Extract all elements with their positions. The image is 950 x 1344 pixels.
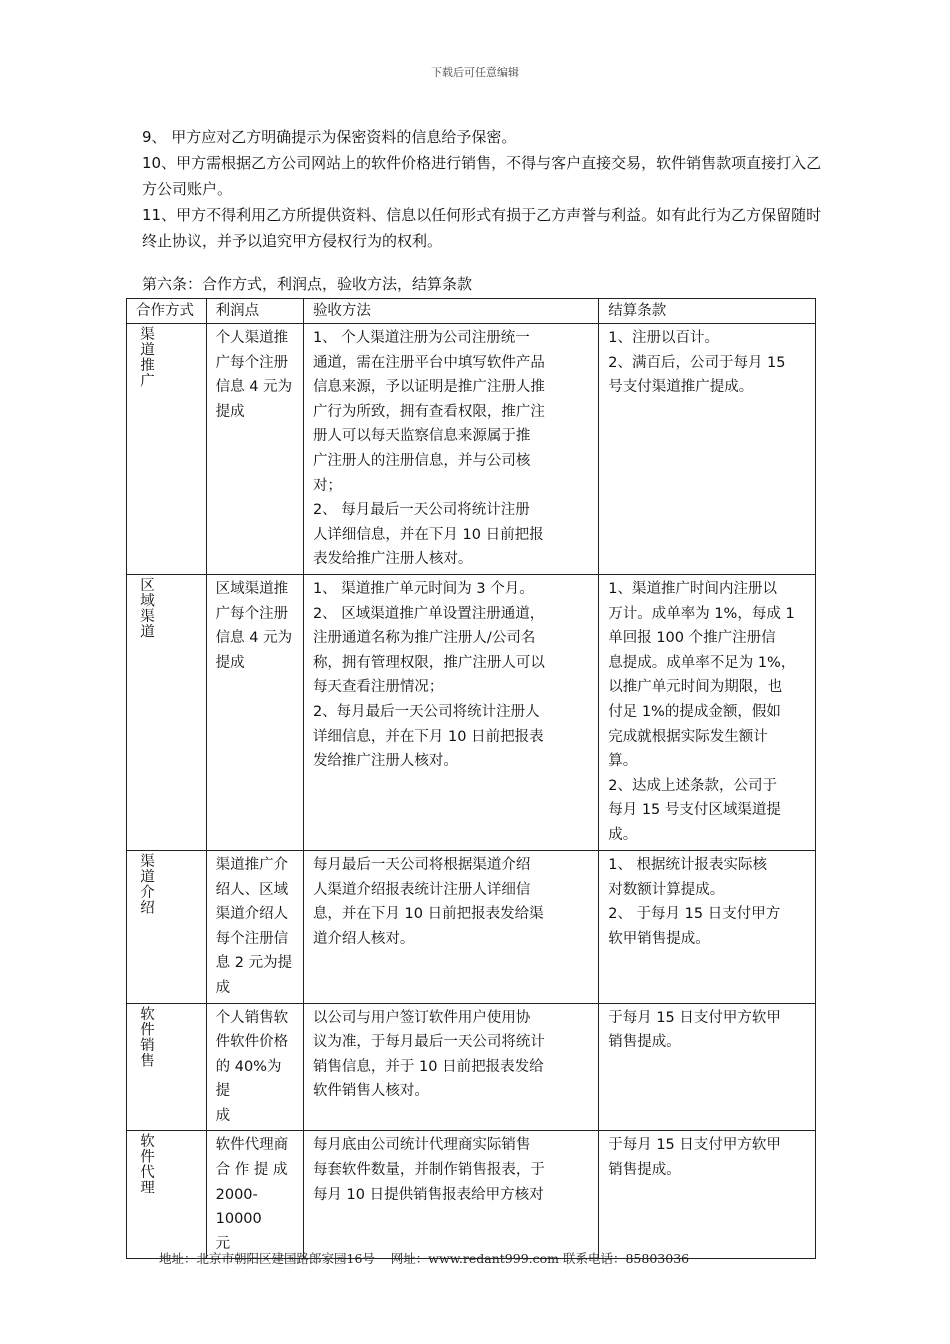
settlement-line: 号支付渠道推广提成。 <box>608 379 754 396</box>
settlement-line: 于每月 15 日支付甲方软甲 <box>608 1137 781 1154</box>
cooperation-mode-label: 区域渠道 <box>138 576 154 639</box>
profit-line: 的 40%为提 <box>215 1058 282 1100</box>
page-footer: 地址：北京市朝阳区建国路郎家园16号 网址：www.redant999.com 联系电话：85803036 <box>159 1251 690 1266</box>
table-row <box>127 574 816 850</box>
method-line: 每月最后一天公司将根据渠道介绍 <box>312 856 531 873</box>
cell-settlement <box>599 324 816 575</box>
profit-line: 个人渠道推 <box>215 330 289 346</box>
cell-mode <box>127 1003 207 1131</box>
method-line: 注册通道名称为推广注册人/公司名 <box>312 630 536 647</box>
cell-profit <box>206 574 303 850</box>
profit-line: 渠道介绍人 <box>215 906 289 923</box>
method-line: 广行为所致，拥有查看权限，推广注 <box>312 403 545 420</box>
profit-line: 2000-10000 <box>215 1186 262 1228</box>
method-line: 1、 渠道推广单元时间为 3 个月。 <box>312 580 534 597</box>
method-line: 册人可以每天监察信息来源属于推 <box>312 428 531 445</box>
cell-settlement <box>599 574 816 850</box>
cell-settlement <box>599 1003 816 1131</box>
method-line: 以公司与用户签订软件用户使用协 <box>312 1009 531 1026</box>
clause-11: 11、甲方不得利用乙方所提供资料、信息以任何形式有损于乙方声誉与利益。如有此行为乙方保留随时终止协议，并予以追究甲方侵权行为的权利。 <box>142 206 822 250</box>
cell-mode <box>127 324 207 575</box>
method-line: 每套软件数量，并制作销售报表，于 <box>312 1162 545 1179</box>
header-method: 验收方法 <box>303 299 598 324</box>
method-line: 发给推广注册人核对。 <box>312 753 458 770</box>
cooperation-mode-label: 渠道介绍 <box>138 852 154 915</box>
method-line: 表发给推广注册人核对。 <box>312 551 473 568</box>
method-line: 人详细信息，并在下月 10 日前把报 <box>312 526 544 543</box>
settlement-line: 软甲销售提成。 <box>608 930 710 947</box>
settlement-line: 成。 <box>608 826 638 843</box>
section-title: 第六条：合作方式，利润点，验收方法，结算条款 <box>142 275 473 293</box>
settlement-line: 2、达成上述条款，公司于 <box>608 777 777 794</box>
clause-9: 9、 甲方应对乙方明确提示为保密资料的信息给予保密。 <box>142 128 517 146</box>
cell-mode <box>127 850 207 1003</box>
cell-method <box>303 850 598 1003</box>
settlement-line: 2、满百后，公司于每月 15 <box>608 354 786 371</box>
profit-line: 软件代理商 <box>215 1137 289 1154</box>
profit-line: 信息 4 元为 <box>215 379 293 396</box>
settlement-line: 1、 根据统计报表实际核 <box>608 856 768 873</box>
cell-settlement <box>599 850 816 1003</box>
settlement-line: 单回报 100 个推广注册信 <box>608 630 776 647</box>
method-line: 信息来源，予以证明是推广注册人推 <box>312 379 545 396</box>
method-line: 对； <box>312 477 342 494</box>
cooperation-mode-label: 渠道推广 <box>138 326 154 388</box>
table-row <box>127 850 816 1003</box>
profit-line: 提成 <box>215 403 245 420</box>
settlement-line: 息提成。成单率不足为 1%， <box>608 654 796 671</box>
profit-line: 信息 4 元为 <box>215 630 293 647</box>
settlement-line: 对数额计算提成。 <box>608 881 725 898</box>
settlement-line: 算。 <box>608 753 638 770</box>
table-header-row <box>127 299 816 324</box>
settlement-line: 2、 于每月 15 日支付甲方 <box>608 906 781 923</box>
settlement-line: 销售提成。 <box>608 1162 681 1179</box>
cell-method <box>303 1131 598 1259</box>
method-line: 软件销售人核对。 <box>312 1083 429 1100</box>
clause-10: 10、甲方需根据乙方公司网站上的软件价格进行销售，不得与客户直接交易，软件销售款项直接打入乙方公司账户。 <box>142 154 822 198</box>
method-line: 人渠道介绍报表统计注册人详细信 <box>312 881 531 898</box>
profit-line: 区域渠道推 <box>215 580 289 597</box>
method-line: 议为准，于每月最后一天公司将统计 <box>312 1034 545 1051</box>
method-line: 广注册人的注册信息，并与公司核 <box>312 452 531 469</box>
method-line: 称，拥有管理权限，推广注册人可以 <box>312 654 545 671</box>
cell-method <box>303 324 598 575</box>
cell-mode <box>127 574 207 850</box>
profit-line: 绍人、区域 <box>215 881 289 898</box>
cell-profit <box>206 324 303 575</box>
method-line: 每月 10 日提供销售报表给甲方核对 <box>312 1186 544 1203</box>
method-line: 2、 区域渠道推广单设置注册通道， <box>312 605 545 622</box>
table-row <box>127 1131 816 1259</box>
method-line: 2、 每月最后一天公司将统计注册 <box>312 502 530 519</box>
table-row <box>127 1003 816 1131</box>
profit-line: 件软件价格 <box>215 1034 289 1051</box>
method-line: 详细信息，并在下月 10 日前把报表 <box>312 728 544 745</box>
method-line: 1、 个人渠道注册为公司注册统一 <box>312 330 530 346</box>
method-line: 息，并在下月 10 日前把报表发给渠 <box>312 906 544 923</box>
settlement-line: 于每月 15 日支付甲方软甲 <box>608 1009 781 1026</box>
profit-line: 息 2 元为提 <box>215 955 293 972</box>
header-settlement: 结算条款 <box>599 299 816 324</box>
settlement-line: 每月 15 号支付区域渠道提 <box>608 802 781 819</box>
cell-mode <box>127 1131 207 1259</box>
method-line: 销售信息，并于 10 日前把报表发给 <box>312 1058 544 1075</box>
table-body <box>127 324 816 1259</box>
profit-line: 元 <box>215 1235 231 1252</box>
profit-line: 合 作 提 成 <box>215 1162 288 1179</box>
cell-settlement <box>599 1131 816 1259</box>
header-mode: 合作方式 <box>127 299 207 324</box>
method-line: 道介绍人核对。 <box>312 930 415 947</box>
profit-line: 广每个注册 <box>215 354 289 371</box>
clauses-list <box>142 124 822 254</box>
profit-line: 提成 <box>215 654 245 671</box>
profit-line: 成 <box>215 979 231 996</box>
header-profit: 利润点 <box>206 299 303 324</box>
cooperation-mode-label: 软件销售 <box>138 1005 154 1068</box>
cooperation-mode-label: 软件代理 <box>138 1133 154 1196</box>
cooperation-terms-table <box>126 298 816 1259</box>
method-line: 通道，需在注册平台中填写软件产品 <box>312 354 545 371</box>
settlement-line: 1、注册以百计。 <box>608 330 719 346</box>
cell-profit <box>206 850 303 1003</box>
profit-line: 成 <box>215 1107 231 1124</box>
settlement-line: 以推广单元时间为期限，也 <box>608 679 783 696</box>
cell-profit <box>206 1003 303 1131</box>
profit-line: 每个注册信 <box>215 930 289 947</box>
cell-method <box>303 574 598 850</box>
profit-line: 个人销售软 <box>215 1009 289 1026</box>
settlement-line: 销售提成。 <box>608 1034 681 1051</box>
settlement-line: 万计。成单率为 1%，每成 1 <box>608 605 795 622</box>
cell-profit <box>206 1131 303 1259</box>
settlement-line: 付足 1%的提成金额，假如 <box>608 703 781 720</box>
page-header-note: 下载后可任意编辑 <box>431 66 519 79</box>
method-line: 每天查看注册情况； <box>312 679 444 696</box>
profit-line: 渠道推广介 <box>215 856 289 873</box>
settlement-line: 1、渠道推广时间内注册以 <box>608 580 777 597</box>
cell-method <box>303 1003 598 1131</box>
method-line: 每月底由公司统计代理商实际销售 <box>312 1137 531 1154</box>
method-line: 2、每月最后一天公司将统计注册人 <box>312 703 540 720</box>
settlement-line: 完成就根据实际发生额计 <box>608 728 768 745</box>
table-row <box>127 324 816 575</box>
profit-line: 广每个注册 <box>215 605 289 622</box>
